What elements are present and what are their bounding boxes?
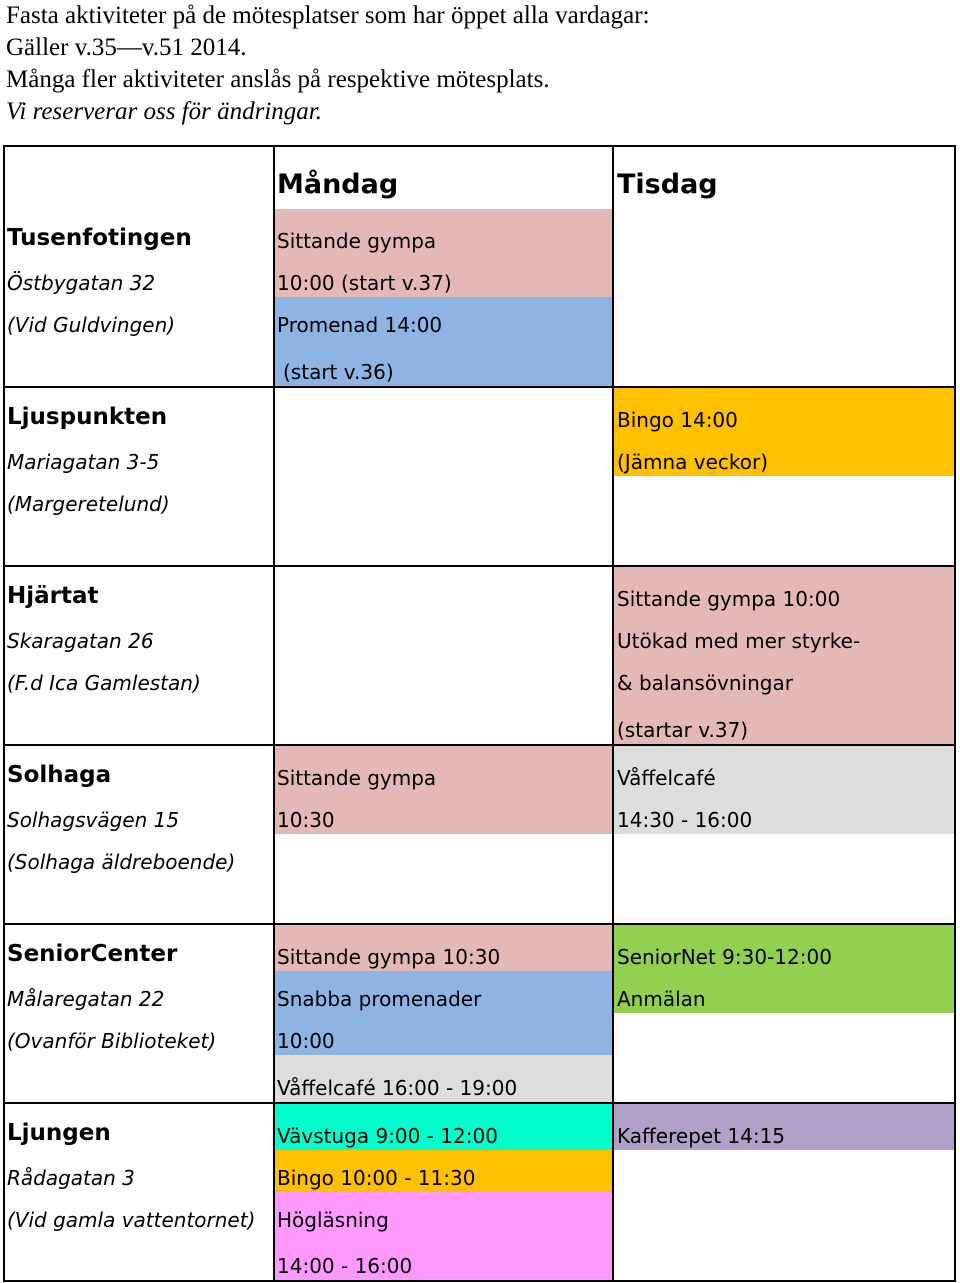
- activity-text: Sittande gympa: [277, 229, 437, 253]
- grid-line: [273, 145, 275, 1282]
- intro-line: Fasta aktiviteter på de mötesplatser som har öppet alla vardagar:: [6, 2, 650, 29]
- activity-text: 10:00: [277, 1029, 335, 1053]
- activity-text: Högläsning: [277, 1208, 389, 1232]
- grid-line: [3, 565, 956, 567]
- activity-text: (startar v.37): [617, 718, 749, 742]
- intro-line: Gäller v.35—v.51 2014.: [6, 34, 247, 61]
- venue-note: (Ovanför Biblioteket): [7, 1029, 217, 1053]
- venue-street: Rådagatan 3: [7, 1166, 135, 1190]
- grid-line: [3, 923, 956, 925]
- venue-street: Målaregatan 22: [7, 987, 165, 1011]
- venue-name: Solhaga: [7, 762, 112, 788]
- activity-text: (Jämna veckor): [617, 450, 768, 474]
- activity-text: Anmälan: [617, 987, 706, 1011]
- venue-note: (Solhaga äldreboende): [7, 850, 236, 874]
- venue-note: (Vid Guldvingen): [7, 313, 176, 337]
- activity-text: Bingo 10:00 - 11:30: [277, 1166, 476, 1190]
- grid-line: [3, 145, 5, 1282]
- venue-street: Solhagsvägen 15: [7, 808, 180, 832]
- venue-note: (Vid gamla vattentornet): [7, 1208, 256, 1232]
- header-monday: Måndag: [277, 169, 399, 200]
- venue-name: Tusenfotingen: [7, 225, 192, 251]
- venue-note: (Margeretelund): [7, 492, 170, 516]
- activity-text: 10:30: [277, 808, 335, 832]
- grid-line: [3, 744, 956, 746]
- activity-text: Snabba promenader: [277, 987, 482, 1011]
- venue-name: Hjärtat: [7, 583, 99, 609]
- activity-text: Våffelcafé 16:00 - 19:00: [277, 1076, 518, 1100]
- intro-line: Många fler aktiviteter anslås på respektive mötesplats.: [6, 66, 550, 93]
- grid-line: [3, 386, 956, 388]
- venue-name: Ljuspunkten: [7, 404, 168, 430]
- grid-line: [3, 1102, 956, 1104]
- activity-text: 14:30 - 16:00: [617, 808, 753, 832]
- venue-street: Mariagatan 3-5: [7, 450, 160, 474]
- grid-line: [612, 145, 614, 1282]
- venue-street: Skaragatan 26: [7, 629, 154, 653]
- activity-text: & balansövningar: [617, 671, 793, 695]
- activity-text: Utökad med mer styrke-: [617, 629, 861, 653]
- grid-line: [3, 1280, 956, 1282]
- activity-text: Kafferepet 14:15: [617, 1124, 786, 1148]
- activity-text: Sittande gympa: [277, 766, 437, 790]
- venue-name: SeniorCenter: [7, 941, 178, 967]
- activity-text: SeniorNet 9:30-12:00: [617, 945, 832, 969]
- venue-name: Ljungen: [7, 1120, 111, 1146]
- activity-text: Vävstuga 9:00 - 12:00: [277, 1124, 498, 1148]
- venue-street: Östbygatan 32: [7, 271, 156, 295]
- activity-text: Sittande gympa 10:30: [277, 945, 501, 969]
- activity-text: Promenad 14:00: [277, 313, 443, 337]
- grid-line: [3, 145, 956, 147]
- intro-line-italic: Vi reserverar oss för ändringar.: [6, 98, 322, 125]
- activity-text: Sittande gympa 10:00: [617, 587, 841, 611]
- header-tuesday: Tisdag: [617, 169, 718, 200]
- activity-text: Bingo 14:00: [617, 408, 738, 432]
- activity-text: Våffelcafé: [617, 766, 716, 790]
- activity-text: 14:00 - 16:00: [277, 1254, 413, 1278]
- activity-text: (start v.36): [283, 360, 394, 384]
- venue-note: (F.d Ica Gamlestan): [7, 671, 201, 695]
- activity-text: 10:00 (start v.37): [277, 271, 452, 295]
- grid-line: [954, 145, 956, 1282]
